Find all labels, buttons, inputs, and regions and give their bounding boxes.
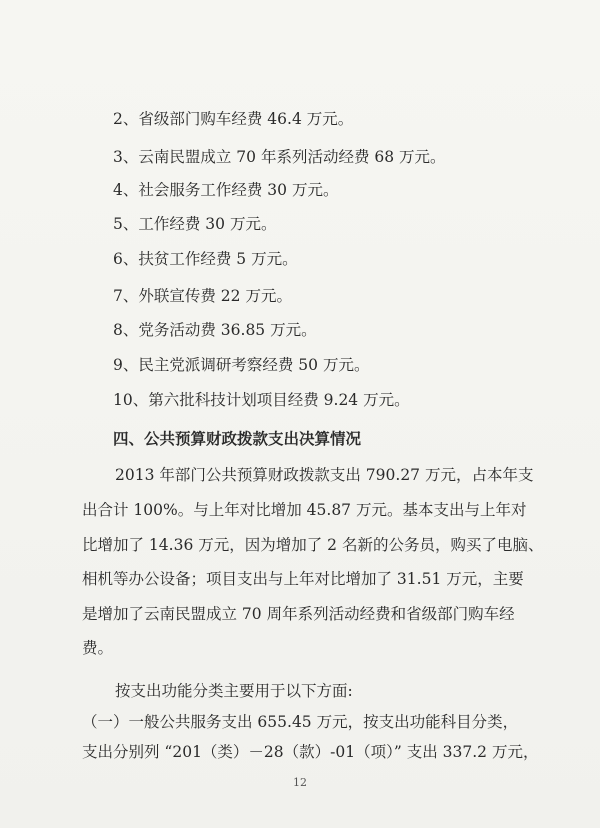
list-item: 6、扶贫工作经费 5 万元。 [113,250,298,268]
paragraph-line: 2013 年部门公共预算财政拨款支出 790.27 万元，占本年支 [115,466,534,484]
page-number: 12 [293,776,307,789]
list-item: 9、民主党派调研考察经费 50 万元。 [113,356,370,374]
paragraph-line: 按支出功能分类主要用于以下方面: [115,682,353,700]
section-heading: 四、公共预算财政拨款支出决算情况 [113,430,362,448]
list-item: 3、云南民盟成立 70 年系列活动经费 68 万元。 [113,148,446,166]
list-item: 10、第六批科技计划项目经费 9.24 万元。 [113,391,410,409]
list-item: 7、外联宣传费 22 万元。 [113,287,292,305]
paragraph-line: 相机等办公设备；项目支出与上年对比增加了 31.51 万元，主要 [82,570,524,588]
paragraph-line: 费。 [82,639,114,657]
paragraph-line: 出合计 100%。与上年对比增加 45.87 万元。基本支出与上年对 [82,501,527,519]
list-item: 5、工作经费 30 万元。 [113,215,277,233]
list-item: 2、省级部门购车经费 46.4 万元。 [113,110,354,128]
paragraph-line: 是增加了云南民盟成立 70 周年系列活动经费和省级部门购车经 [82,605,515,623]
paragraph-line: 支出分别列 “201（类）－28（款）-01（项）” 支出 337.2 万元， [82,743,539,761]
list-item: 4、社会服务工作经费 30 万元。 [113,181,339,199]
paragraph-line: （一）一般公共服务支出 655.45 万元，按支出功能科目分类， [82,713,519,731]
list-item: 8、党务活动费 36.85 万元。 [113,321,317,339]
paragraph-line: 比增加了 14.36 万元，因为增加了 2 名新的公务员，购买了电脑、 [82,536,544,554]
